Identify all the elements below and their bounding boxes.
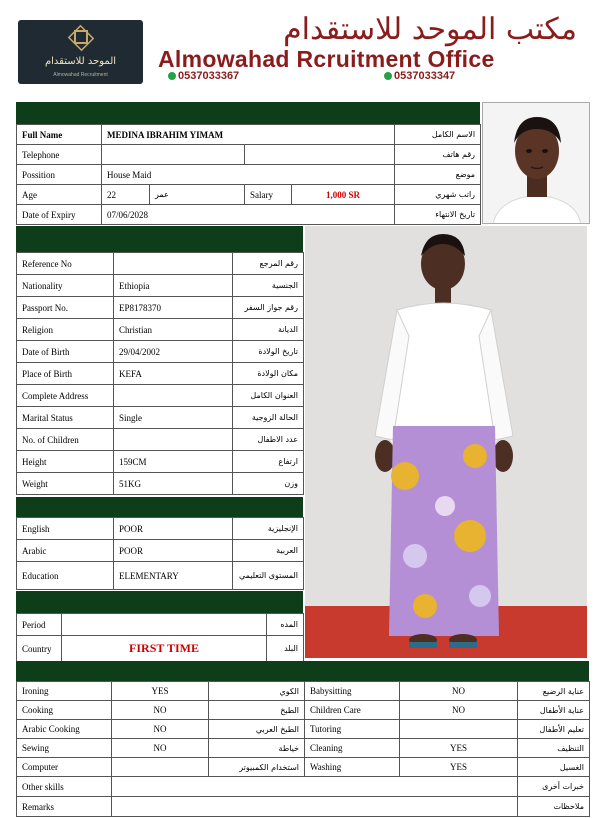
detail-value — [114, 385, 233, 407]
personal-info-table — [16, 124, 481, 225]
table-row — [17, 701, 590, 720]
detail-label: Passport No. — [17, 297, 114, 319]
table-row — [17, 739, 590, 758]
other-skills-label: Other skills — [17, 777, 112, 797]
detail-label-ar: رقم المرجع — [233, 253, 304, 275]
detail-label-ar: الجنسية — [233, 275, 304, 297]
remarks-label-ar: ملاحظات — [518, 797, 590, 817]
headshot-illustration — [483, 103, 590, 224]
skill-label: Ironing — [17, 682, 112, 701]
table-row — [17, 275, 304, 297]
experience-table — [16, 613, 304, 662]
skill-label: Computer — [17, 758, 112, 777]
languages-table — [16, 517, 304, 590]
detail-value: Single — [114, 407, 233, 429]
telephone-value — [102, 145, 245, 165]
detail-label: Height — [17, 451, 114, 473]
telephone-label-ar: رقم هاتف — [395, 145, 481, 165]
logo-english-text: Almowahad Recruitment — [53, 72, 108, 78]
country-label: Country — [17, 636, 62, 662]
details-table — [16, 252, 304, 495]
age-label-ar: عمر — [150, 185, 245, 205]
detail-label-ar: عدد الاطفال — [233, 429, 304, 451]
company-logo — [18, 20, 143, 84]
table-row — [17, 125, 481, 145]
table-row — [17, 297, 304, 319]
language-label: Education — [17, 562, 114, 590]
detail-label-ar: الديانة — [233, 319, 304, 341]
other-skills-label-ar: خبرات أخرى — [518, 777, 590, 797]
table-row — [17, 319, 304, 341]
detail-value — [114, 429, 233, 451]
table-row — [17, 205, 481, 225]
full-name-label-ar: الاسم الكامل — [395, 125, 481, 145]
skill-label-ar: الغسيل — [518, 758, 590, 777]
phone-number-2: 0537033347 — [384, 70, 455, 82]
detail-label: Reference No — [17, 253, 114, 275]
detail-value: KEFA — [114, 363, 233, 385]
skills-table — [16, 681, 590, 817]
skill-value: NO — [112, 701, 209, 720]
age-label: Age — [17, 185, 102, 205]
table-row — [17, 720, 590, 739]
detail-label: No. of Children — [17, 429, 114, 451]
language-label-ar: الإنجليزية — [233, 518, 304, 540]
table-row — [17, 473, 304, 495]
section-band-skills — [16, 661, 589, 681]
table-row — [17, 518, 304, 540]
table-row — [17, 407, 304, 429]
full-name-value: MEDINA IBRAHIM YIMAM — [102, 125, 395, 145]
remarks-value — [112, 797, 518, 817]
detail-label-ar: تاريخ الولادة — [233, 341, 304, 363]
table-row — [17, 363, 304, 385]
table-row — [17, 562, 304, 590]
skill-label-ar: تعليم الأطفال — [518, 720, 590, 739]
remarks-label: Remarks — [17, 797, 112, 817]
language-value: POOR — [114, 540, 233, 562]
detail-label-ar: رقم جواز السفر — [233, 297, 304, 319]
age-value: 22 — [102, 185, 150, 205]
skill-value: NO — [400, 701, 518, 720]
detail-value: 51KG — [114, 473, 233, 495]
table-row — [17, 758, 590, 777]
telephone-value-2 — [245, 145, 395, 165]
skill-label-ar: استخدام الكمبيوتر — [209, 758, 305, 777]
detail-label-ar: ارتفاع — [233, 451, 304, 473]
country-label-ar: البلد — [267, 636, 304, 662]
detail-label: Nationality — [17, 275, 114, 297]
whatsapp-icon — [168, 72, 176, 80]
skill-value — [400, 720, 518, 739]
other-skills-value — [112, 777, 518, 797]
skill-label-ar: التنظيف — [518, 739, 590, 758]
salary-label: Salary — [245, 185, 292, 205]
skill-label-ar: عناية الأطفال — [518, 701, 590, 720]
skill-label: Tutoring — [305, 720, 400, 739]
letterhead — [0, 0, 605, 98]
language-label-ar: المستوى التعليمي — [233, 562, 304, 590]
skill-label-ar: الكوي — [209, 682, 305, 701]
skill-label-ar: الطبخ العربي — [209, 720, 305, 739]
table-row — [17, 797, 590, 817]
skill-label: Arabic Cooking — [17, 720, 112, 739]
salary-value: 1,000 SR — [292, 185, 395, 205]
whatsapp-icon — [384, 72, 392, 80]
period-value — [62, 614, 267, 636]
detail-label: Complete Address — [17, 385, 114, 407]
table-row — [17, 145, 481, 165]
skill-value: NO — [400, 682, 518, 701]
skill-label: Cooking — [17, 701, 112, 720]
office-title-english: Almowahad Rcruitment Office — [158, 46, 495, 72]
table-row — [17, 341, 304, 363]
period-label-ar: المده — [267, 614, 304, 636]
expiry-value: 07/06/2028 — [102, 205, 395, 225]
period-label: Period — [17, 614, 62, 636]
table-row — [17, 451, 304, 473]
detail-label: Marital Status — [17, 407, 114, 429]
table-row — [17, 636, 304, 662]
skill-label: Sewing — [17, 739, 112, 758]
detail-value: EP8178370 — [114, 297, 233, 319]
full-body-illustration — [305, 226, 587, 658]
skill-value — [112, 758, 209, 777]
position-label: Possition — [17, 165, 102, 185]
skill-label-ar: الطبخ — [209, 701, 305, 720]
detail-value: Christian — [114, 319, 233, 341]
skill-label: Babysitting — [305, 682, 400, 701]
detail-value: 159CM — [114, 451, 233, 473]
salary-label-ar: راتب شهري — [395, 185, 481, 205]
detail-value: 29/04/2002 — [114, 341, 233, 363]
detail-label-ar: الحالة الزوجية — [233, 407, 304, 429]
full-body-photo — [305, 226, 587, 658]
skill-value: YES — [400, 758, 518, 777]
table-row — [17, 777, 590, 797]
table-row — [17, 429, 304, 451]
language-value: POOR — [114, 518, 233, 540]
skill-label: Washing — [305, 758, 400, 777]
table-row — [17, 253, 304, 275]
table-row — [17, 165, 481, 185]
language-label-ar: العربية — [233, 540, 304, 562]
country-value: FIRST TIME — [62, 636, 267, 662]
detail-label-ar: وزن — [233, 473, 304, 495]
skill-value: NO — [112, 720, 209, 739]
detail-label-ar: مكان الولادة — [233, 363, 304, 385]
detail-value — [114, 253, 233, 275]
section-band-personal — [16, 102, 480, 124]
skill-value: YES — [112, 682, 209, 701]
office-title-arabic: مكتب الموحد للاستقدام — [283, 12, 577, 47]
telephone-label: Telephone — [17, 145, 102, 165]
expiry-label: Date of Expiry — [17, 205, 102, 225]
language-value: ELEMENTARY — [114, 562, 233, 590]
headshot-photo — [482, 102, 590, 224]
section-band-details — [16, 226, 303, 252]
table-row — [17, 540, 304, 562]
skill-label-ar: خياطة — [209, 739, 305, 758]
full-name-label: Full Name — [17, 125, 102, 145]
skill-label-ar: عناية الرضيع — [518, 682, 590, 701]
section-band-experience — [16, 591, 303, 613]
language-label: English — [17, 518, 114, 540]
detail-value: Ethiopia — [114, 275, 233, 297]
skill-value: NO — [112, 739, 209, 758]
position-value: House Maid — [102, 165, 395, 185]
table-row — [17, 385, 304, 407]
skill-label: Cleaning — [305, 739, 400, 758]
detail-label: Religion — [17, 319, 114, 341]
phone-number-1: 0537033367 — [168, 70, 239, 82]
table-row — [17, 185, 481, 205]
table-row — [17, 614, 304, 636]
logo-arabic-text: الموحد للاستقدام — [44, 56, 117, 67]
expiry-label-ar: تاريخ الانتهاء — [395, 205, 481, 225]
section-band-languages — [16, 497, 303, 517]
detail-label: Place of Birth — [17, 363, 114, 385]
skill-value: YES — [400, 739, 518, 758]
detail-label: Weight — [17, 473, 114, 495]
skill-label: Children Care — [305, 701, 400, 720]
table-row — [17, 682, 590, 701]
language-label: Arabic — [17, 540, 114, 562]
detail-label: Date of Birth — [17, 341, 114, 363]
detail-label-ar: العنوان الكامل — [233, 385, 304, 407]
position-label-ar: موضع — [395, 165, 481, 185]
